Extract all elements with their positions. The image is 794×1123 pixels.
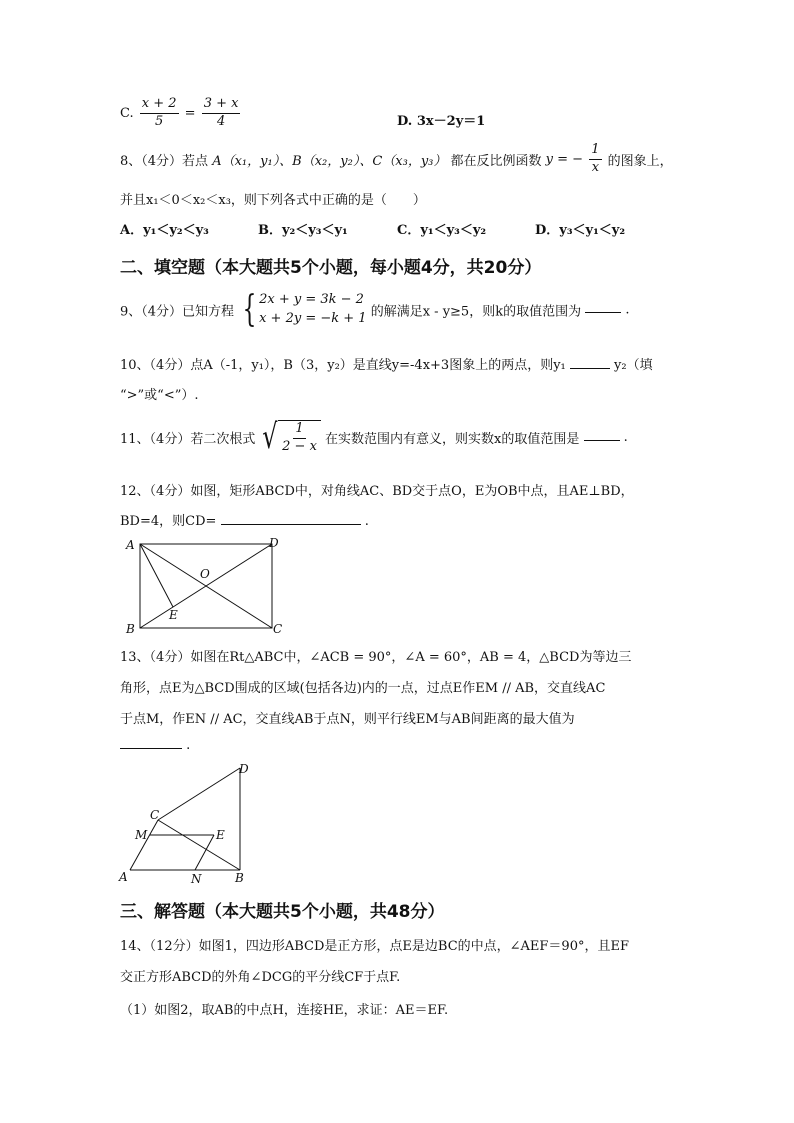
answer-blank[interactable] <box>585 312 621 313</box>
question-number: 11、（4分）若二次根式 <box>120 431 256 447</box>
question-text: 的解满足x - y≥5，则k的取值范围为 <box>370 304 582 320</box>
point-label-e: E <box>169 608 178 622</box>
question-13-line3: 于点M，作EN // AC，交直线AB于点N，则平行线EM与AB间距离的最大值为 <box>120 712 575 727</box>
rectangle-figure <box>122 536 292 636</box>
point-label-a: A <box>119 870 128 884</box>
point-label-c: C <box>150 808 160 822</box>
numerator: x + 2 <box>140 97 179 114</box>
numerator: 3 + x <box>202 97 241 114</box>
question-14-line2: 交正方形ABCD的外角∠DCG的平分线CF于点F. <box>120 970 401 985</box>
point-label-e: E <box>216 828 225 842</box>
period: . <box>623 429 628 445</box>
question-10-line2: “>”或“<”）. <box>120 388 199 403</box>
segment-cd <box>158 768 240 820</box>
question-12-line1: 12、（4分）如图，矩形ABCD中，对角线AC、BD交于点O，E为OB中点，且AE⊥BD， <box>120 484 634 499</box>
denominator: x <box>591 159 600 175</box>
q7-option-c <box>120 97 242 130</box>
answer-blank[interactable] <box>570 368 610 369</box>
section-heading: 二、填空题（本大题共5个小题，每小题4分，共20分） <box>120 258 542 278</box>
equals-sign: = <box>184 105 196 121</box>
function-lhs: y = − <box>545 151 584 167</box>
period: . <box>364 514 369 529</box>
points-text: A（x₁，y₁）、B（x₂，y₂）、C（x₃，y₃） <box>212 153 447 169</box>
option-text: 3x－2y＝1 <box>416 114 486 129</box>
question-8-line1 <box>120 143 673 176</box>
denominator: 2 − x <box>282 438 317 454</box>
fraction <box>280 422 319 455</box>
sqrt-icon: √ <box>262 417 278 458</box>
question-10-line1 <box>120 354 653 373</box>
numerator: 1 <box>589 143 601 160</box>
answer-blank[interactable] <box>120 748 182 749</box>
point-label-o: O <box>200 567 210 581</box>
numerator: 1 <box>293 422 305 439</box>
question-14-line1: 14、（12分）如图1，四边形ABCD是正方形，点E是边BC的中点，∠AEF＝90°，且EF <box>120 939 629 954</box>
q8-option-b: B．y₂＜y₃＜y₁ <box>258 223 348 238</box>
answer-blank[interactable] <box>584 440 620 441</box>
question-13-line2: 角形，点E为△BCD围成的区域(包括各边)内的一点，过点E作EM // AB，交直线AC <box>120 681 606 696</box>
denominator: 4 <box>216 113 226 129</box>
question-11 <box>120 417 628 458</box>
question-text: BD=4，则CD= <box>120 514 217 529</box>
point-label-n: N <box>191 872 202 884</box>
section-heading: 三、解答题（本大题共5个小题，共48分） <box>120 902 445 922</box>
point-label-b: B <box>126 622 135 636</box>
option-label: C. <box>120 105 134 121</box>
question-text: 的图象上， <box>607 153 673 169</box>
option-label: D. <box>397 114 413 129</box>
fraction <box>140 97 179 130</box>
point-label-c: C <box>273 622 283 636</box>
question-9 <box>120 288 630 330</box>
period: . <box>625 302 630 318</box>
point-label-d: D <box>239 762 249 776</box>
denominator: 5 <box>155 113 164 129</box>
question-12-line2 <box>120 510 369 529</box>
q7-option-d <box>397 110 485 129</box>
q8-option-d: D．y₃＜y₁＜y₂ <box>535 223 626 238</box>
radical <box>259 417 320 458</box>
equation-1: 2x + y = 3k − 2 <box>259 292 364 307</box>
point-label-a: A <box>126 538 135 552</box>
question-14-line3: （1）如图2，取AB的中点H，连接HE，求证：AE＝EF. <box>120 1003 449 1018</box>
segment-ae <box>140 544 173 607</box>
question-number: 8、（4分）若点 <box>120 153 209 169</box>
fraction <box>202 97 241 130</box>
question-text: 在实数范围内有意义，则实数x的取值范围是 <box>325 431 580 447</box>
question-number: 9、（4分）已知方程 <box>120 304 235 320</box>
question-text: 10、（4分）点A（-1，y₁），B（3，y₂）是直线y=-4x+3图象上的两点，则y₁ <box>120 358 566 373</box>
equation-system <box>238 288 367 330</box>
point-label-d: D <box>269 536 279 550</box>
period: . <box>186 738 191 753</box>
fraction <box>589 143 601 176</box>
question-text: 都在反比例函数 <box>450 153 542 169</box>
question-8-line2: 并且x₁＜0＜x₂＜x₃，则下列各式中正确的是（ ） <box>120 193 426 208</box>
equation-2: x + 2y = −k + 1 <box>259 310 367 326</box>
question-13-line1: 13、（4分）如图在Rt△ABC中，∠ACB = 90°，∠A = 60°，AB = 4，△BCD为等边三 <box>120 650 632 665</box>
point-label-b: B <box>235 871 244 884</box>
question-13-line4 <box>120 738 190 753</box>
point-label-m: M <box>135 828 148 842</box>
q8-option-c: C．y₁＜y₃＜y₂ <box>397 223 487 238</box>
q8-option-a: A．y₁＜y₂＜y₃ <box>120 223 209 238</box>
brace-icon: { <box>242 288 257 330</box>
question-text: y₂（填 <box>614 358 653 373</box>
triangle-figure <box>116 760 256 884</box>
answer-blank[interactable] <box>221 524 361 525</box>
